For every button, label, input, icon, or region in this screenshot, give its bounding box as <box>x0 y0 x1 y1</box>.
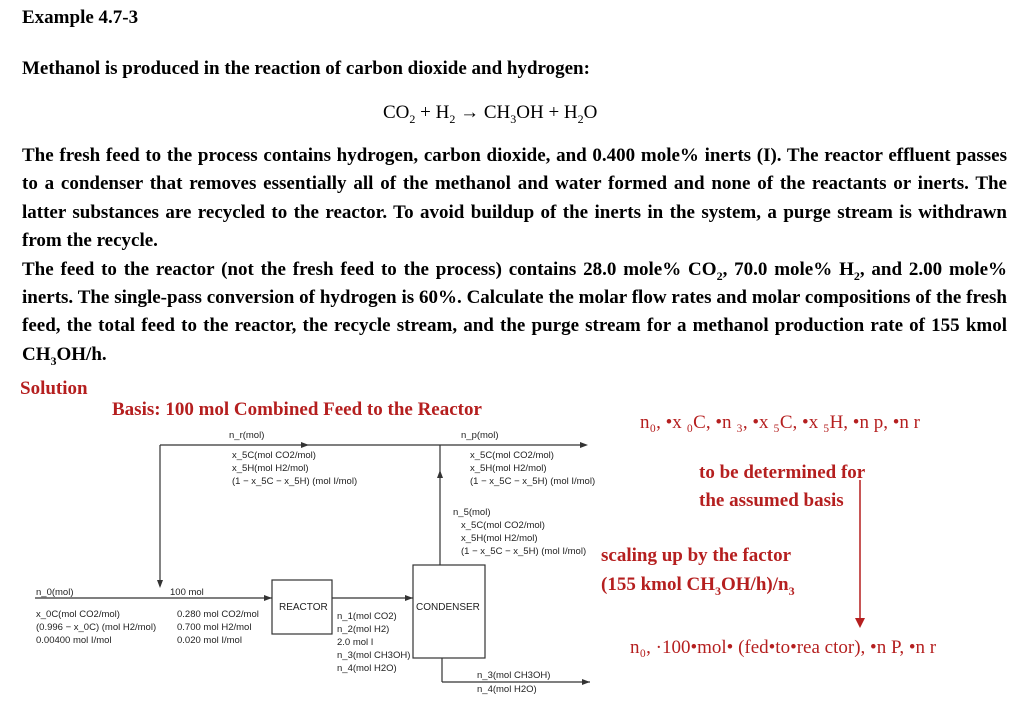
fresh-feed-label: n_0(mol) <box>36 587 74 598</box>
example-title: Example 4.7-3 <box>22 7 139 28</box>
scaled-variables: n₀, ·100•mol• (fed•to•rea ctor), •n P, •n r <box>630 637 937 658</box>
p2-sub1: 2 <box>716 268 723 283</box>
paragraph-1: The fresh feed to the process contains hydrogen, carbon dioxide, and 0.400 mole% inerts (I). The reactor effluent passes to a condenser that removes essentially all of the methanol and water formed and none of the reactants or inerts. The latter substances are recycled to the reactor. To avoid buildup of the inerts in the system, a purge stream is withdrawn from the recycle. <box>22 145 1007 252</box>
tbd-line-2: the assumed basis <box>699 490 844 511</box>
scale-line-1: scaling up by the factor <box>601 545 791 566</box>
reactor-feed-label: 100 mol <box>170 587 204 598</box>
eq-o: O <box>583 102 598 123</box>
problem-statement <box>22 142 1007 369</box>
p2-part2: , 70.0 mole% H <box>722 258 854 280</box>
eq-ch-sub: 3 <box>510 111 517 126</box>
process-flowchart <box>0 420 600 708</box>
recycle-comp-1: x_5C(mol CO2/mol) <box>232 450 316 461</box>
recycle-comp-3: (1 − x_5C − x_5H) (mol I/mol) <box>232 476 358 487</box>
unknown-variables: n₀, •x ₀C, •n ₃, •x ₅C, •x ₅H, •n p, •n r <box>640 412 920 433</box>
to-be-determined-note <box>699 459 865 515</box>
p2-part3: , and 2.00 mole% inerts. The single-pass conversion of hydrogen is 60%. Calculate the molar flow rates and molar compositions of the fresh feed, the total feed to the reactor, the recycle stream, and the purge stream for a methanol production rate of 155 kmol CH <box>22 258 1007 365</box>
reaction-equation <box>383 102 597 127</box>
paragraph-2 <box>22 256 1007 370</box>
effluent-comp-4: n_3(mol CH3OH) <box>337 650 411 661</box>
reactor-label: REACTOR <box>279 602 328 613</box>
recycle-flow-label: n_r(mol) <box>229 430 265 441</box>
effluent-comp-1: n_1(mol CO2) <box>337 611 397 622</box>
p2-sub2: 2 <box>853 268 860 283</box>
scale-line-2 <box>601 570 795 606</box>
n5-comp-3: (1 − x_5C − x_5H) (mol I/mol) <box>461 546 587 557</box>
recycle-comp-2: x_5H(mol H2/mol) <box>232 463 309 474</box>
p2-sub3: 3 <box>50 353 57 368</box>
p2-part4: OH/h. <box>56 343 107 365</box>
scaling-note <box>601 541 795 606</box>
condenser-label: CONDENSER <box>416 602 480 613</box>
n5-label: n_5(mol) <box>453 507 491 518</box>
eq-co-sub: 2 <box>409 111 416 126</box>
product-comp-2: n_4(mol H2O) <box>477 684 537 695</box>
eq-oh-h: OH + H <box>516 102 578 123</box>
eq-arrow-ch: → CH <box>455 102 511 123</box>
purge-flow-label: n_p(mol) <box>461 430 499 441</box>
scale-sub: 3 <box>715 583 721 598</box>
scale-sub2: 3 <box>788 583 795 598</box>
solution-heading: Solution <box>20 378 88 399</box>
fresh-comp-1: x_0C(mol CO2/mol) <box>36 609 120 620</box>
tbd-line-1: to be determined for <box>699 462 866 483</box>
fresh-comp-2: (0.996 − x_0C) (mol H2/mol) <box>36 622 157 633</box>
effluent-comp-3: 2.0 mol I <box>337 637 374 648</box>
effluent-comp-5: n_4(mol H2O) <box>337 663 397 674</box>
purge-comp-3: (1 − x_5C − x_5H) (mol I/mol) <box>470 476 596 487</box>
feed-comp-1: 0.280 mol CO2/mol <box>177 609 259 620</box>
basis-heading: Basis: 100 mol Combined Feed to the Reactor <box>112 399 482 420</box>
eq-co: CO <box>383 102 410 123</box>
intro-text: Methanol is produced in the reaction of carbon dioxide and hydrogen: <box>22 58 590 79</box>
eq-h2o-sub: 2 <box>577 111 584 126</box>
eq-h-sub: 2 <box>449 111 456 126</box>
eq-plus-h: + H <box>415 102 450 123</box>
scale-a: (155 kmol CH <box>601 574 715 595</box>
scale-b: OH/h)/n <box>721 574 789 595</box>
purge-comp-2: x_5H(mol H2/mol) <box>470 463 547 474</box>
feed-comp-2: 0.700 mol H2/mol <box>177 622 252 633</box>
effluent-comp-2: n_2(mol H2) <box>337 624 390 635</box>
down-arrow-icon <box>850 480 870 630</box>
purge-comp-1: x_5C(mol CO2/mol) <box>470 450 554 461</box>
fresh-comp-3: 0.00400 mol I/mol <box>36 635 112 646</box>
product-comp-1: n_3(mol CH3OH) <box>477 670 551 681</box>
n5-comp-2: x_5H(mol H2/mol) <box>461 533 538 544</box>
feed-comp-3: 0.020 mol I/mol <box>177 635 242 646</box>
p2-part1: The feed to the reactor (not the fresh feed to the process) contains 28.0 mole% CO <box>22 258 717 280</box>
n5-comp-1: x_5C(mol CO2/mol) <box>461 520 545 531</box>
